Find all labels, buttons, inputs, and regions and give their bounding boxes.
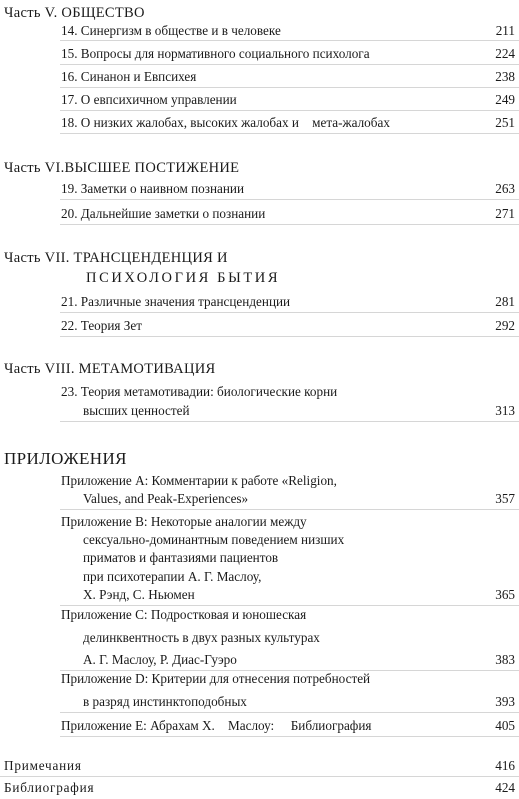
page-number-22: 292 (495, 318, 515, 333)
part-8-heading: Часть VIII. МЕТАМОТИВАЦИЯ (4, 361, 216, 377)
row-divider (60, 336, 519, 337)
row-divider (60, 224, 519, 225)
page-number-16: 238 (495, 69, 515, 84)
row-divider (0, 776, 519, 777)
appendix-d-line2[interactable]: в разряд инстинктоподобных (83, 694, 247, 709)
row-divider (60, 509, 519, 510)
page-number-appendix-e: 405 (495, 718, 515, 733)
appendix-b[interactable]: Приложение В: Некоторые аналогии между (61, 514, 307, 529)
appendix-b-line5[interactable]: Х. Рэнд, С. Ньюмен (83, 587, 195, 602)
page-number-18: 251 (495, 115, 515, 130)
toc-entry-18[interactable]: 18. О низких жалобах, высоких жалобах и мета-жалобах (61, 115, 390, 130)
appendix-e[interactable]: Приложение Е: Абрахам Х. Маслоу: Библиография (61, 718, 372, 733)
page-number-14: 211 (495, 23, 515, 38)
appendix-c-line3[interactable]: А. Г. Маслоу, Р. Диас-Гуэро (83, 652, 237, 667)
row-divider (60, 133, 519, 134)
toc-entry-15[interactable]: 15. Вопросы для нормативного социального психолога (61, 46, 370, 61)
row-divider (60, 64, 519, 65)
appendix-b-line2[interactable]: сексуально-доминантным поведением низших (83, 532, 345, 547)
row-divider (60, 605, 519, 606)
row-divider (60, 110, 519, 111)
bibliography-entry[interactable]: Библиография (4, 780, 95, 795)
toc-entry-17[interactable]: 17. О евпсихичном управлении (61, 92, 237, 107)
appendix-a[interactable]: Приложение А: Комментарии к работе «Religion, (61, 473, 337, 488)
row-divider (60, 199, 519, 200)
page-number-21: 281 (495, 294, 515, 309)
appendix-d[interactable]: Приложение D: Критерии для отнесения потребностей (61, 671, 371, 686)
appendix-c-line2[interactable]: делинквентность в двух разных культурах (83, 630, 320, 645)
page-number-appendix-b: 365 (495, 587, 515, 602)
page-number-appendix-c: 383 (495, 652, 515, 667)
row-divider (60, 421, 519, 422)
row-divider (60, 736, 519, 737)
toc-entry-22[interactable]: 22. Теория Зет (61, 318, 143, 333)
toc-entry-20[interactable]: 20. Дальнейшие заметки о познании (61, 206, 266, 221)
appendix-c[interactable]: Приложение С: Подростковая и юношеская (61, 607, 307, 622)
part-5-heading: Часть V. ОБЩЕСТВО (4, 5, 145, 21)
page-number-20: 271 (495, 206, 515, 221)
appendix-b-line3[interactable]: приматов и фантазиями пациентов (83, 550, 279, 565)
appendices-heading: ПРИЛОЖЕНИЯ (4, 449, 127, 468)
page-number-15: 224 (495, 46, 515, 61)
page-number-notes: 416 (495, 758, 515, 773)
toc-entry-14[interactable]: 14. Синергизм в обществе и в человеке (61, 23, 281, 38)
toc-entry-16[interactable]: 16. Синанон и Евпсихея (61, 69, 197, 84)
toc-entry-23-line2[interactable]: высших ценностей (83, 403, 190, 418)
row-divider (60, 87, 519, 88)
row-divider (60, 40, 519, 41)
page-number-bibliography: 424 (495, 780, 515, 795)
page-number-19: 263 (495, 181, 515, 196)
appendix-b-line4[interactable]: при психотерапии А. Г. Маслоу, (83, 569, 262, 584)
page-number-23: 313 (495, 403, 515, 418)
page-number-appendix-a: 357 (495, 491, 515, 506)
toc-entry-19[interactable]: 19. Заметки о наивном познании (61, 181, 245, 196)
row-divider (60, 312, 519, 313)
toc-entry-21[interactable]: 21. Различные значения трансценденции (61, 294, 291, 309)
row-divider (60, 712, 519, 713)
part-7-heading: Часть VII. ТРАНСЦЕНДЕНЦИЯ И (4, 250, 228, 266)
page-number-appendix-d: 393 (495, 694, 515, 709)
page-number-17: 249 (495, 92, 515, 107)
part-7-heading-line2: ПСИХОЛОГИЯ БЫТИЯ (86, 270, 281, 286)
toc-entry-23[interactable]: 23. Теория метамотивадии: биологические корни (61, 384, 338, 399)
appendix-a-line2[interactable]: Values, and Peak-Experiences» (83, 491, 249, 506)
part-6-heading: Часть VI.ВЫСШЕЕ ПОСТИЖЕНИЕ (4, 160, 240, 176)
notes-entry[interactable]: Примечания (4, 758, 82, 773)
